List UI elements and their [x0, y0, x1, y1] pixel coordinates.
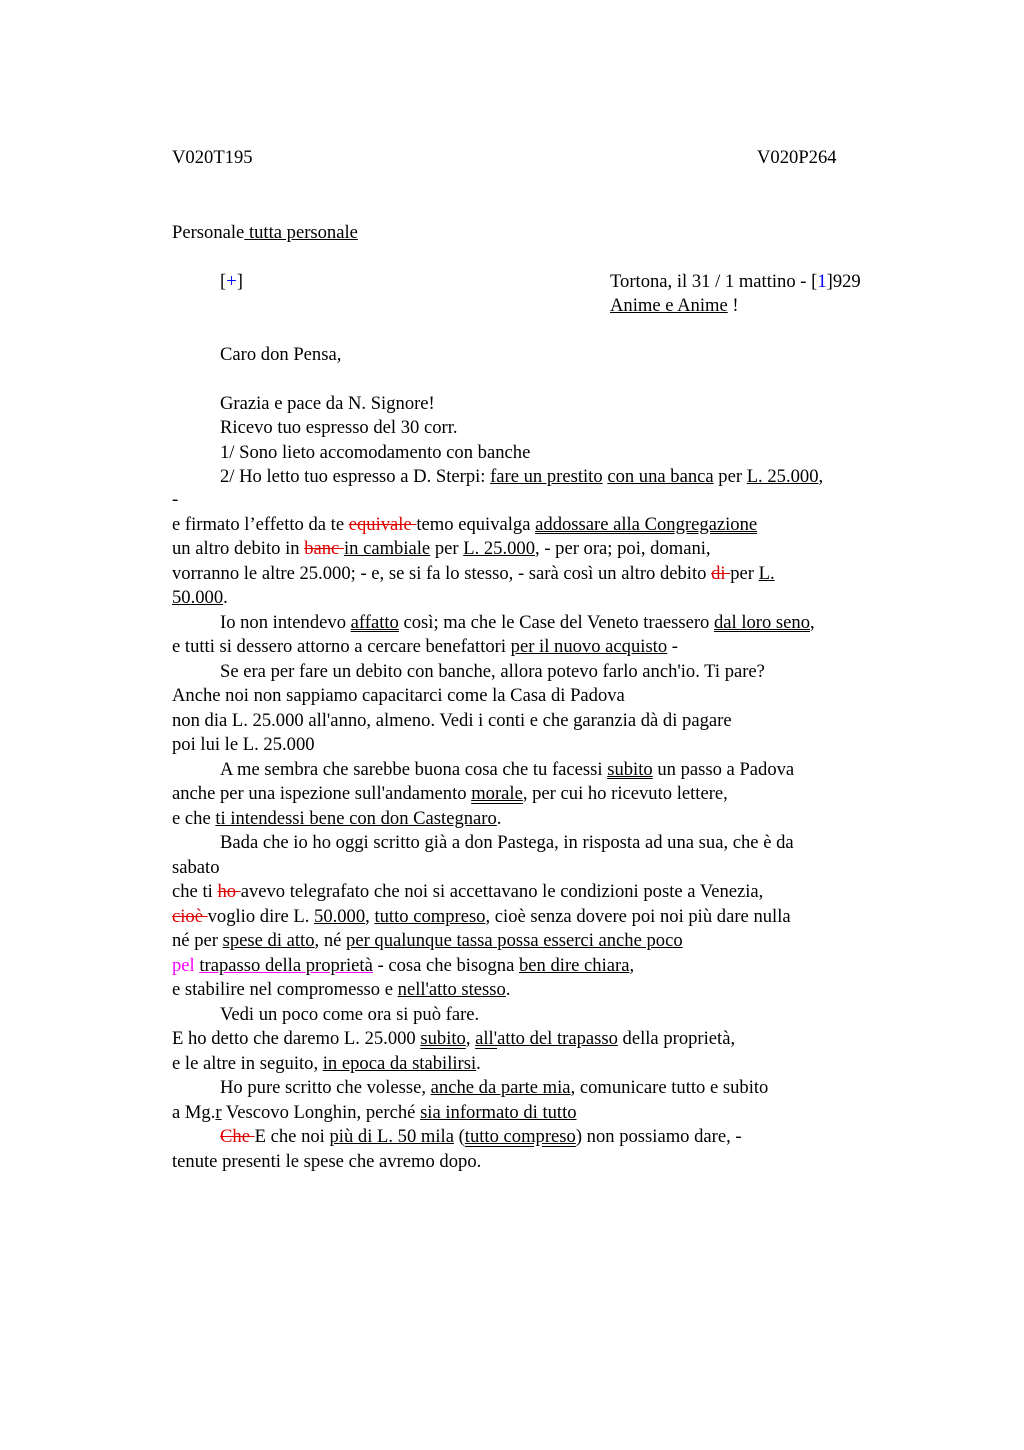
text-run: - cosa che bisogna: [372, 954, 519, 976]
heading-personale: [172, 221, 358, 246]
underlined-text: r: [215, 1101, 222, 1123]
text-line: Anche noi non sappiamo capacitarci come la Casa di Padova: [172, 685, 625, 706]
text-run: ,: [365, 905, 375, 927]
text-run: ) non possiamo dare, -: [575, 1126, 742, 1147]
double-underlined-text: affatto: [350, 611, 399, 633]
text-run: un passo a Padova: [652, 758, 795, 780]
underlined-text: L. 25.000: [463, 538, 536, 559]
text-run: E ho detto che daremo L. 25.000: [172, 1028, 421, 1049]
underlined-text: atto del trapasso: [497, 1028, 618, 1049]
text-line: [172, 905, 902, 930]
text-line: [172, 758, 902, 783]
double-underlined-text: addossare alla Congregazione: [535, 513, 758, 535]
cross-bracket-close: ]: [236, 271, 243, 292]
text-run: , per cui ho ricevuto lettere,: [522, 783, 728, 804]
text-run: A me sembra che sarebbe buona cosa che tu facessi: [220, 758, 608, 780]
underlined-text: in cambiale: [343, 538, 431, 559]
text-run: .: [223, 587, 228, 608]
underlined-text: ben dire chiara: [518, 954, 630, 976]
text-run: -: [667, 636, 678, 657]
text-line: [172, 562, 902, 587]
underlined-text: più di L. 50 mila: [329, 1126, 454, 1147]
text-run: così; ma che le Case del Veneto traessero: [398, 611, 714, 633]
receipt-line: Ricevo tuo espresso del 30 corr.: [220, 417, 458, 438]
text-line: [172, 954, 902, 979]
text-run: della proprietà,: [617, 1028, 736, 1049]
text-run: anche per una ispezione sull'andamento: [172, 783, 472, 804]
underlined-text: sia informato di tutto: [420, 1101, 577, 1123]
deleted-text: ho: [217, 881, 241, 902]
text-run: .: [496, 807, 502, 829]
text-line: tenute presenti le spese che avremo dopo.: [172, 1150, 482, 1172]
deleted-text: banc: [304, 538, 344, 559]
text-run: avevo telegrafato che noi si accettavano le condizioni poste a Venezia,: [240, 881, 764, 902]
text-line: Vedi un poco come ora si può fare.: [220, 1003, 480, 1025]
text-line: [172, 513, 902, 538]
text-run: un altro debito in: [172, 538, 305, 559]
text-run: ,: [810, 611, 815, 633]
text-run: e tutti si dessero attorno a cercare benefattori: [172, 636, 511, 657]
greeting-line: Grazia e pace da N. Signore!: [220, 393, 435, 414]
deleted-text: cioè: [172, 905, 208, 927]
text-run: , comunicare tutto e subito: [570, 1077, 769, 1098]
double-underlined-text: tutto compreso: [464, 1126, 576, 1147]
point-two-line: [220, 465, 823, 490]
double-underlined-text: morale: [471, 783, 523, 804]
underlined-text: L.: [758, 562, 775, 584]
text-run: per: [713, 466, 747, 487]
text-run: per: [730, 562, 759, 584]
double-underlined-text: dal loro seno: [713, 611, 811, 633]
text-run: vorranno le altre 25.000; - e, se si fa lo stesso, - sarà così un altro debito: [172, 562, 712, 584]
text-line: poi lui le L. 25.000: [172, 734, 315, 755]
motto-line: [610, 294, 739, 319]
deleted-text: equivale: [348, 513, 417, 535]
text-run: e stabilire nel compromesso e: [172, 979, 398, 1000]
text-line: sabato: [172, 856, 220, 878]
motto-exclamation: !: [727, 295, 739, 316]
text-line: non dia L. 25.000 all'anno, almeno. Vedi i conti e che garanzia dà di pagare: [172, 709, 732, 731]
text-run: Ho pure scritto che volesse,: [220, 1077, 431, 1098]
text-run: (: [453, 1126, 465, 1147]
underlined-text: con una banca: [607, 466, 714, 487]
underlined-text: per il nuovo acquisto: [510, 636, 668, 657]
text-run: ,: [818, 466, 824, 487]
double-underlined-text: subito: [607, 758, 653, 780]
text-line: Se era per fare un debito con banche, allora potevo farlo anch'io. Ti pare?: [220, 660, 765, 682]
text-run: , - per ora; poi, domani,: [535, 538, 711, 559]
underlined-text: nell'atto stesso: [397, 979, 506, 1000]
underlined-text: 50.000: [172, 587, 224, 608]
underlined-text: trapasso della proprietà: [199, 954, 373, 976]
point-one-line: 1/ Sono lieto accomodamento con banche: [220, 442, 531, 463]
deleted-text: di: [711, 562, 731, 584]
underlined-text: tutto compreso: [374, 905, 486, 927]
underlined-text: per qualunque tassa possa esserci anche poco: [346, 930, 683, 951]
cross-mark: [220, 270, 243, 295]
salutation: Caro don Pensa,: [220, 344, 342, 365]
text-line: Bada che io ho oggi scritto già a don Pastega, in risposta ad una sua, che è da: [220, 832, 794, 853]
text-line: [172, 929, 902, 954]
motto-underlined: Anime e Anime: [610, 295, 728, 316]
underlined-text: ti intendessi bene con don Castegnaro: [215, 807, 497, 829]
text-run: , né: [314, 930, 347, 951]
text-line: [172, 1101, 902, 1126]
underlined-text: anche da parte mia: [430, 1077, 571, 1098]
underlined-text: 50.000: [314, 905, 366, 927]
text-run: che ti: [172, 881, 218, 902]
text-line: [172, 635, 902, 660]
text-line: [172, 1052, 902, 1077]
date-text: Tortona, il 31 / 1 mattino - [: [610, 271, 818, 292]
text-run: 2/ Ho letto tuo espresso a D. Sterpi:: [220, 466, 491, 487]
text-run: .: [476, 1052, 481, 1074]
text-run: né per: [172, 930, 223, 951]
text-line: [172, 1076, 902, 1101]
date-editorial-digit: 1: [817, 271, 827, 292]
cross-symbol: +: [226, 271, 237, 292]
underlined-text: spese di atto: [222, 930, 315, 951]
text-line: [172, 978, 902, 1003]
text-run: voglio dire L.: [207, 905, 315, 927]
text-line: [172, 782, 902, 807]
text-run: , cioè senza dovere poi noi più dare nulla: [485, 905, 791, 927]
underlined-text: in epoca da stabilirsi: [322, 1052, 477, 1074]
text-run: Io non intendevo: [220, 611, 351, 633]
text-run: ,: [629, 954, 635, 976]
letter-body: [172, 488, 902, 1174]
deleted-text: Che: [220, 1126, 255, 1147]
text-run: e che: [172, 807, 216, 829]
text-line: [172, 611, 902, 636]
text-line: [172, 1027, 902, 1052]
text-line: [172, 1125, 902, 1150]
text-run: e firmato l’effetto da te: [172, 513, 349, 535]
document-id-right: V020P264: [757, 147, 837, 168]
text-line: [172, 586, 902, 611]
text-line: -: [172, 489, 179, 510]
cross-bracket-open: [: [220, 271, 227, 292]
double-underlined-text: subito: [420, 1028, 466, 1049]
text-run: E che noi: [254, 1126, 330, 1147]
text-line: [172, 537, 902, 562]
date-line: [610, 270, 861, 295]
text-run: e le altre in seguito,: [172, 1052, 323, 1074]
heading-underlined: tutta personale: [244, 222, 358, 243]
text-run: .: [505, 979, 511, 1000]
text-line: [172, 880, 902, 905]
text-run: a Mg.: [172, 1101, 216, 1123]
underlined-text: L. 25.000: [746, 466, 819, 487]
underlined-text: fare un prestito: [490, 466, 603, 487]
date-year: ]929: [826, 271, 861, 292]
document-id-left: V020T195: [172, 147, 253, 168]
text-run: ,: [465, 1028, 476, 1049]
text-run: temo equivalga: [416, 513, 536, 535]
double-underlined-text: all': [475, 1028, 498, 1049]
inserted-text: pel: [172, 954, 200, 976]
text-line: [172, 807, 902, 832]
text-run: per: [430, 538, 464, 559]
heading-text: Personale: [172, 222, 245, 243]
text-run: Vescovo Longhin, perché: [221, 1101, 421, 1123]
